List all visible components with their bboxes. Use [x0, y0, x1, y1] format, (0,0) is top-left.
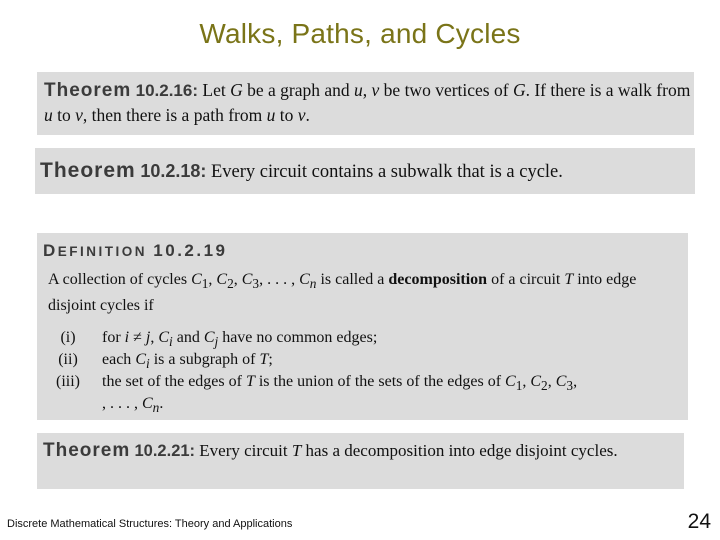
item-text: each $C_i$ is a subgraph of T; — [102, 351, 273, 372]
text-run: Let — [198, 80, 231, 100]
definition-label-initial: D — [43, 241, 58, 260]
item-text: for i ≠ j, $C_i$ and $C_j$ have no common edges; — [102, 329, 378, 350]
text-run: A collection of cycles — [48, 271, 192, 288]
text-run: ; — [268, 351, 273, 368]
text-run: to — [52, 105, 76, 125]
list-item-continuation — [49, 393, 679, 415]
math-var: u — [44, 105, 53, 125]
slide-title: Walks, Paths, and Cycles — [199, 18, 521, 49]
theorem-number: 10.2.18: — [140, 161, 207, 181]
theorem-10-2-18-box — [35, 148, 695, 194]
text-run: to — [275, 105, 298, 125]
math-var: u — [354, 80, 363, 100]
math-var: j — [145, 329, 151, 346]
text-run: , — [362, 80, 372, 100]
text-run: . — [305, 105, 310, 125]
math-var: i — [124, 329, 130, 346]
text-run: . If there is a walk from — [525, 80, 691, 100]
theorem-label: Theorem — [44, 80, 132, 101]
definition-conditions-list — [49, 327, 679, 415]
theorem-number: 10.2.21: — [134, 442, 196, 460]
text-run: has a decomposition into edge disjoint cycles. — [301, 441, 618, 460]
definition-intro: A collection of cycles $C_1$, $C_2$, $C_3$, . . . , $C_n$ is called a decomposition of a circuit T into edge disjoint cycles if — [48, 271, 637, 315]
definition-number: 10.2.19 — [153, 241, 228, 260]
text-run: is called a — [316, 271, 389, 288]
list-item — [49, 371, 679, 393]
math-var: C — [191, 271, 202, 288]
item-number: (ii) — [58, 351, 78, 368]
math-var: T — [259, 351, 269, 368]
math-var: T — [245, 373, 255, 390]
theorem-10-2-16-text — [44, 78, 692, 128]
definition-label-rest: EFINITION — [57, 244, 148, 259]
math-var: C — [135, 351, 146, 368]
math-var: T — [564, 271, 574, 288]
item-number: (iii) — [56, 373, 80, 390]
math-var: v — [297, 105, 306, 125]
text-run: the set of the edges of — [102, 373, 246, 390]
theorem-label: Theorem — [43, 440, 131, 461]
item-text: , . . . , $C_n$. — [102, 395, 164, 416]
text-run: be two vertices of — [379, 80, 513, 100]
text-run: and — [172, 329, 204, 346]
math-var: G — [512, 80, 526, 100]
text-run: is the union of the sets of the edges of — [254, 373, 506, 390]
math-var: C — [505, 373, 516, 390]
text-run: be a graph and — [242, 80, 355, 100]
math-var: G — [230, 80, 243, 100]
text-run: into edge disjoint cycles if — [48, 271, 637, 315]
text-run: , then there is a path from — [82, 105, 267, 125]
text-run: , . . . , — [102, 395, 142, 412]
theorem-10-2-21-box — [37, 433, 684, 489]
bold-term: decomposition — [388, 271, 488, 288]
text-run: for — [102, 329, 125, 346]
math-var: T — [291, 441, 302, 460]
list-item — [49, 327, 679, 349]
list-item — [49, 349, 679, 371]
text-run: ≠ — [129, 329, 146, 346]
math-var: u — [266, 105, 276, 125]
text-run: of a circuit — [487, 271, 565, 288]
math-var: C — [203, 329, 215, 346]
page-number: 24 — [687, 510, 711, 533]
item-number: (i) — [60, 329, 76, 346]
item-text: the set of the edges of T is the union of the sets of the edges of $C_1$, $C_2$, $C_3$, — [102, 373, 578, 394]
theorem-10-2-21-text — [43, 438, 683, 464]
theorem-10-2-16-box — [37, 72, 694, 135]
text-run: , — [150, 329, 159, 346]
math-var: v — [371, 80, 380, 100]
text-run: Every circuit — [195, 441, 292, 460]
text-run: Every circuit contains a subwalk that is a cycle. — [206, 162, 563, 182]
definition-10-2-19-box — [37, 233, 688, 420]
math-var: v — [75, 105, 83, 125]
math-var: C — [158, 329, 170, 346]
theorem-number: 10.2.16: — [135, 81, 199, 100]
slide-footer: Discrete Mathematical Structures: Theory and Applications — [7, 518, 293, 530]
theorem-label: Theorem — [40, 159, 136, 182]
text-run: each — [102, 351, 136, 368]
text-run: have no common edges; — [218, 329, 378, 346]
theorem-10-2-18-text — [40, 158, 695, 185]
text-run: is a subgraph of — [149, 351, 260, 368]
definition-title — [43, 241, 228, 261]
